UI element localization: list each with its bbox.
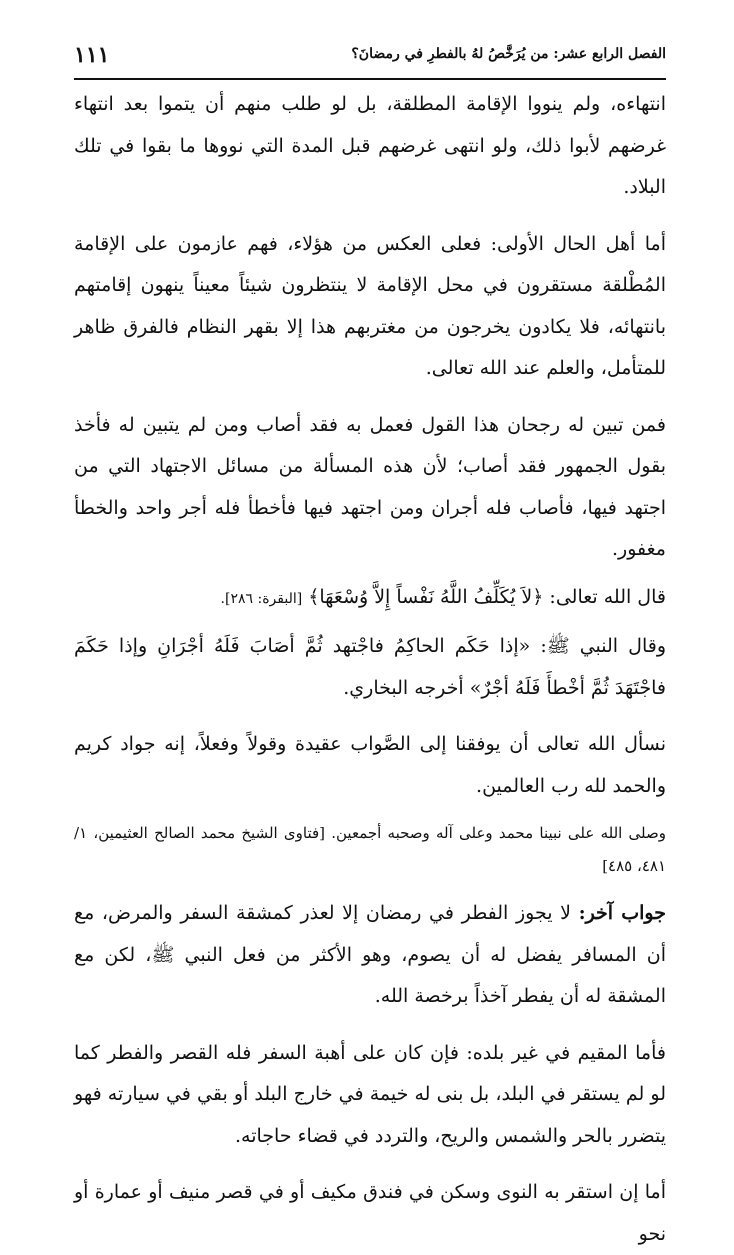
hadith-paragraph: وقال النبي ﷺ: «إذا حَكَم الحاكِمُ فاجْتهد ثُمَّ أصَابَ فَلَهُ أجْرَانِ وإذا حَكَمَ فاجْتَهَدَ ثُمَّ أخْطأَ فَلَهُ أجْرٌ» أخرجه البخاري. — [74, 635, 666, 699]
page-header — [74, 40, 666, 80]
page-number: ١١١ — [74, 42, 110, 68]
paragraph — [74, 893, 666, 1018]
quran-citation — [74, 577, 666, 621]
answer-text: لا يجوز الفطر في رمضان إلا لعذر كمشقة السفر والمرض، مع أن المسافر يفضل له أن يصوم، وهو الأكثر من فعل النبي ﷺ، لكن مع المشقة له أن يفطر آخذاً برخصة الله. — [74, 902, 666, 1007]
paragraph: فأما المقيم في غير بلده: فإن كان على أهبة السفر فله القصر والفطر كما لو لم يستقر في البلد، بل بنى له خيمة في خارج البلد أو بقي في سيارته فهو يتضرر بالحر والشمس والريح، والتردد في قضاء حاجاته. — [74, 1041, 666, 1147]
chapter-title: الفصل الرابع عشر: من يُرَخَّصُ لهُ بالفطرِ في رمضانَ؟ — [351, 46, 666, 62]
verse-text: قال الله تعالى: ﴿لاَ يُكَلِّفُ اللَّهُ نَفْساً إِلاَّ وُسْعَهَا﴾ — [308, 585, 666, 608]
paragraph: فمن تبين له رجحان هذا القول فعمل به فقد أصاب ومن لم يتبين له فأخذ بقول الجمهور فقد أصاب؛ لأن هذه المسألة من مسائل الاجتهاد التي من اجتهد فيها، فأصاب فله أجران ومن اجتهد فيها فأخطأ فله أجر واحد والخطأ مغفور. — [74, 413, 666, 560]
paragraph: نسأل الله تعالى أن يوفقنا إلى الصَّواب عقيدة وقولاً وفعلاً، إنه جواد كريم والحمد لله رب العالمين. — [74, 733, 666, 797]
header-divider — [74, 78, 666, 80]
paragraph: أما إن استقر به النوى وسكن في فندق مكيف أو في قصر منيف أو عمارة أو نحو — [74, 1181, 666, 1245]
paragraph: انتهاءه، ولم ينووا الإقامة المطلقة، بل لو طلب منهم أن يتموا بعد انتهاء غرضهم لأبوا ذلك، ولو انتهى غرضهم قبل المدة التي نووها ما بقوا في تلك البلاد. — [74, 93, 666, 198]
fatwa-source: وصلى الله على نبينا محمد وعلى آله وصحبه أجمعين. [فتاوى الشيخ محمد الصالح العثيمين، ١/ ٤٨١، ٤٨٥] — [74, 824, 666, 875]
verse-reference: [البقرة: ٢٨٦]. — [220, 590, 303, 607]
answer-label: جواب آخر: — [578, 902, 666, 924]
paragraph: أما أهل الحال الأولى: فعلى العكس من هؤلاء، فهم عازمون على الإقامة المُطْلقة مستقرون في محل الإقامة لا ينتظرون شيئاً معيناً ينهون إقامتهم بانتهائه، فلا يكادون يخرجون من مغتربهم هذا إلا بقهر النظام فالفرق ظاهر للمتأمل، والعلم عند الله تعالى. — [74, 232, 666, 379]
page-body — [74, 84, 666, 1255]
